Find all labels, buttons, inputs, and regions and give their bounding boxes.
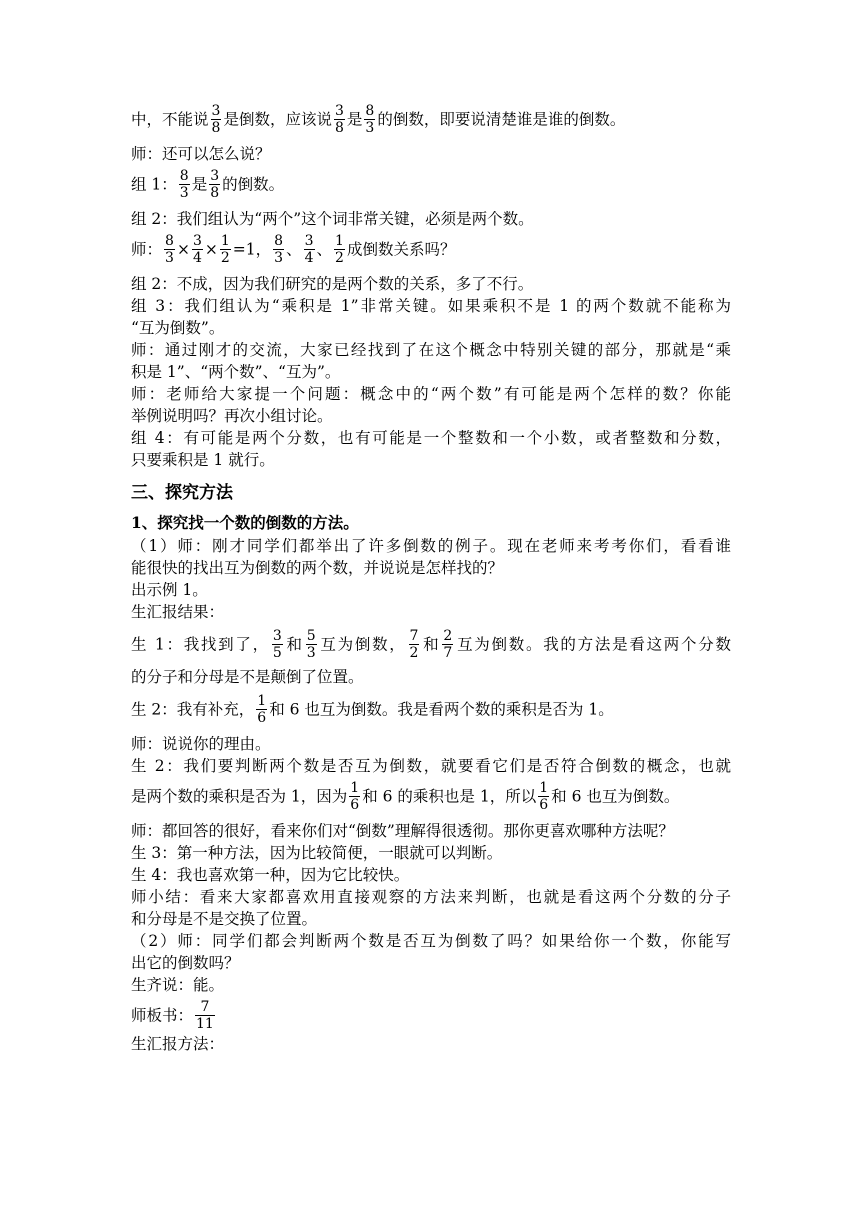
paragraph-line: 生汇报结果： — [131, 603, 225, 621]
fraction-3-8: $\frac{3}{8}$ — [334, 103, 344, 136]
paragraph-line: （2）师：同学们都会判断两个数是否互为倒数了吗？如果给你一个数，你能写 — [131, 932, 731, 950]
paragraph-line: 生 3：第一种方法，因为比较简便，一眼就可以判断。 — [131, 844, 503, 862]
paragraph-line: 组 2：我们组认为“两个”这个词非常关键，必须是两个数。 — [131, 210, 534, 228]
paragraph-line: 只要乘积是 1 就行。 — [131, 451, 275, 469]
paragraph-line: 和分母是不是交换了位置。 — [131, 910, 318, 928]
paragraph-line: 组 1： $\frac{8}{3}$ 是 $\frac{3}{8}$ 的倒数。 — [131, 168, 285, 201]
fraction-2-7: $\frac{2}{7}$ — [443, 628, 453, 661]
fraction-8-3: $\frac{8}{3}$ — [179, 168, 189, 201]
fraction-7-2: $\frac{7}{2}$ — [409, 628, 419, 661]
paragraph-line — [131, 104, 731, 137]
fraction-1-6: $\frac{1}{6}$ — [539, 780, 549, 813]
text: 是倒数，应该说 — [223, 110, 332, 129]
paragraph-line: 生 2：我有补充， $\frac{1}{6}$ 和 6 也互为倒数。我是看两个数的乘积是否为 1。 — [131, 693, 614, 726]
paragraph-line: “互为倒数”。 — [131, 319, 225, 337]
paragraph-line: 组 2：不成，因为我们研究的是两个数的关系，多了不行。 — [131, 275, 534, 293]
fraction-1-2: $\frac{1}{2}$ — [335, 233, 344, 266]
fraction-3-5: $\frac{3}{5}$ — [272, 628, 282, 661]
paragraph-line: 的分子和分母是不是颠倒了位置。 — [131, 668, 364, 686]
paragraph-line: 举例说明吗？再次小组讨论。 — [131, 407, 333, 425]
fraction-8-3: $\frac{8}{3}$ — [165, 233, 174, 266]
paragraph-line: 生汇报方法： — [131, 1035, 225, 1053]
paragraph-line: 师：通过刚才的交流，大家已经找到了在这个概念中特别关键的部分，那就是“乘 — [131, 341, 731, 359]
fraction-3-4: $\frac{3}{4}$ — [192, 233, 202, 266]
section-heading: 三、探究方法 — [131, 483, 233, 503]
paragraph-line: 能很快的找出互为倒数的两个数，并说说是怎样找的？ — [131, 559, 504, 577]
fraction-8-3: $\frac{8}{3}$ — [365, 103, 375, 136]
document-body — [131, 104, 731, 1055]
paragraph-line: 师：老师给大家提一个问题：概念中的“两个数”有可能是两个怎样的数？你能 — [131, 385, 731, 403]
paragraph-line: 积是 1”、“两个数”、“互为”。 — [131, 363, 341, 381]
fraction-3-8: $\frac{3}{8}$ — [210, 168, 220, 201]
paragraph-line: 组 4：有可能是两个分数，也有可能是一个整数和一个小数，或者整数和分数， — [131, 429, 731, 447]
fraction-3-4: $\frac{3}{4}$ — [304, 233, 314, 266]
subsection-heading: 1、探究找一个数的倒数的方法。 — [131, 513, 359, 532]
paragraph-line: 生齐说：能。 — [131, 976, 225, 994]
fraction-7-11: $\frac{7}{11}$ — [196, 999, 214, 1032]
paragraph-line: 生 1：我找到了， $\frac{3}{5}$ 和 $\frac{5}{3}$ 互为倒数， $\frac{7}{2}$ 和 $\frac{2}{7}$ 互为倒数。我的方法是看这两个分数 — [131, 628, 731, 661]
paragraph-line: 生 2：我们要判断两个数是否互为倒数，就要看它们是否符合倒数的概念，也就 — [131, 757, 731, 775]
paragraph-line: （1）师：刚才同学们都举出了许多倒数的例子。现在老师来考考你们，看看谁 — [131, 537, 731, 555]
fraction-1-6: $\frac{1}{6}$ — [350, 780, 360, 813]
paragraph-line: 师：还可以怎么说？ — [131, 145, 271, 163]
paragraph-line: 师： $\frac{8}{3}$ × $\frac{3}{4}$ × $\frac{1}{2}$ =1， $\frac{8}{3}$ 、 $\frac{3}{4}$ 、 $\frac{1}{2}$ 成倒数关系吗？ — [131, 233, 456, 266]
fraction-3-8: $\frac{3}{8}$ — [211, 103, 221, 136]
text: 的倒数，即要说清楚谁是谁的倒数。 — [377, 110, 626, 129]
paragraph-line: 师板书： $\frac{7}{11}$ — [131, 999, 214, 1032]
paragraph-line: 师：说说你的理由。 — [131, 735, 271, 753]
paragraph-line: 出示例 1。 — [131, 581, 208, 599]
paragraph-line: 组 3：我们组认为“乘积是 1”非常关键。如果乘积不是 1 的两个数就不能称为 — [131, 297, 731, 315]
text: 中，不能说 — [131, 110, 209, 129]
fraction-8-3: $\frac{8}{3}$ — [274, 233, 284, 266]
paragraph-line: 师：都回答的很好，看来你们对“倒数”理解得很透彻。那你更喜欢哪种方法呢？ — [131, 822, 674, 840]
fraction-1-2: $\frac{1}{2}$ — [220, 233, 230, 266]
paragraph-line: 师小结：看来大家都喜欢用直接观察的方法来判断，也就是看这两个分数的分子 — [131, 888, 731, 906]
paragraph-line: 出它的倒数吗？ — [131, 954, 240, 972]
paragraph-line: 是两个数的乘积是否为 1，因为 $\frac{1}{6}$ 和 6 的乘积也是 1，所以 $\frac{1}{6}$ 和 6 也互为倒数。 — [131, 780, 680, 813]
text: 是 — [346, 110, 363, 129]
fraction-5-3: $\frac{5}{3}$ — [306, 628, 316, 661]
fraction-1-6: $\frac{1}{6}$ — [257, 693, 267, 726]
paragraph-line: 生 4：我也喜欢第一种，因为它比较快。 — [131, 866, 410, 884]
